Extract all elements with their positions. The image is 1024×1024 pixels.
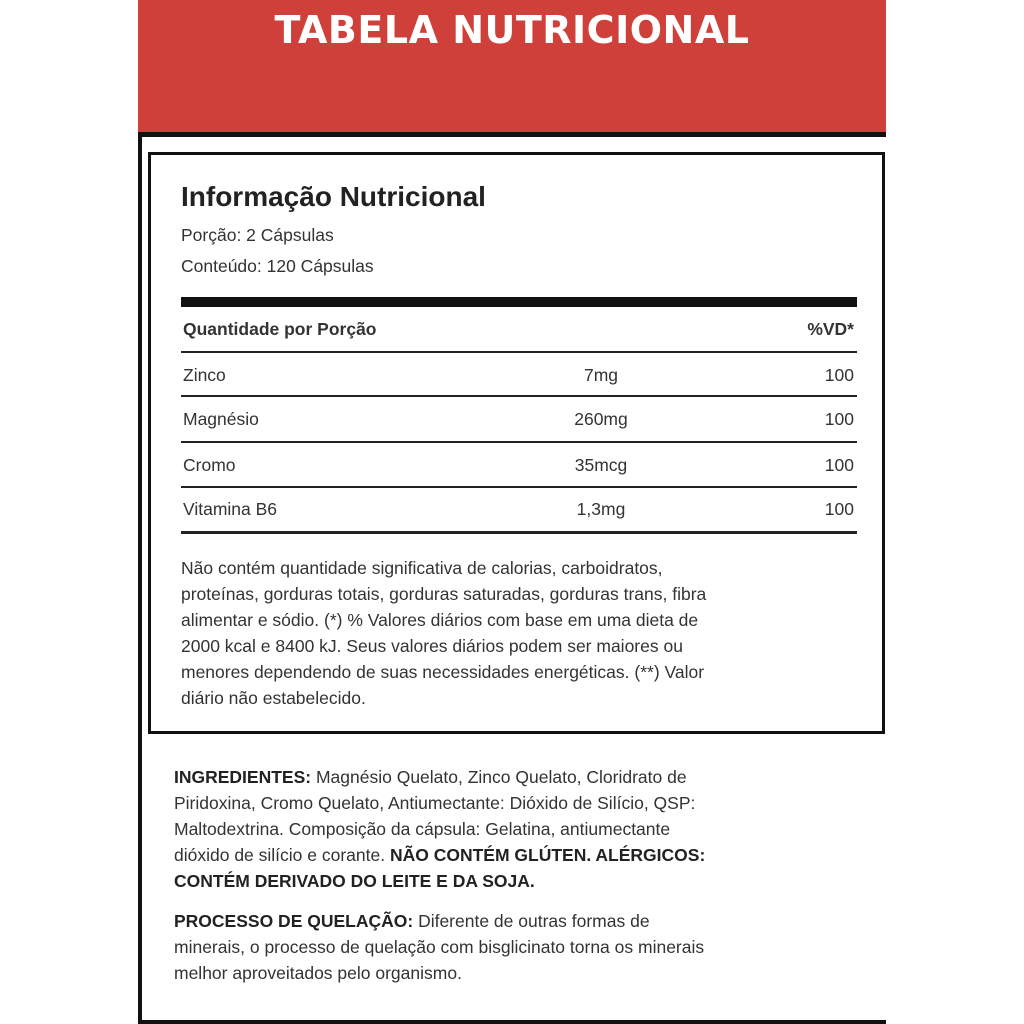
ingredients-line: Maltodextrina. Composição da cápsula: Gelatina, antiumectante: [174, 819, 671, 839]
left-border: [138, 137, 142, 1024]
nutrition-footnote: [181, 555, 861, 711]
nutrient-vd: 100: [824, 365, 854, 385]
nutrient-amount: 7mg: [583, 365, 619, 385]
portion-text: Porção: 2 Cápsulas: [181, 225, 334, 245]
nutrient-name: Zinco: [183, 365, 226, 385]
header-banner: [138, 0, 886, 137]
ingredients-section: [174, 764, 854, 894]
nutrient-name: Magnésio: [183, 409, 259, 429]
nutrient-name: Cromo: [183, 455, 236, 475]
divider: [181, 531, 857, 534]
nutrient-vd: 100: [824, 499, 854, 519]
nutrient-amount: 1,3mg: [576, 499, 626, 519]
ingredients-text: Magnésio Quelato, Zinco Quelato, Cloridrato de: [311, 767, 687, 787]
footnote-line: 2000 kcal e 8400 kJ. Seus valores diários podem ser maiores ou: [181, 636, 683, 656]
ingredients-line: [174, 764, 854, 790]
table-header-label: Quantidade por Porção: [183, 319, 377, 339]
chelation-label: PROCESSO DE QUELAÇÃO:: [174, 911, 414, 931]
content-text: Conteúdo: 120 Cápsulas: [181, 256, 374, 276]
divider: [181, 441, 857, 443]
divider: [181, 395, 857, 397]
nutrition-facts-box: [148, 152, 885, 734]
bottom-border: [138, 1020, 886, 1024]
ingredients-label: INGREDIENTES:: [174, 767, 312, 787]
chelation-line: [174, 908, 854, 934]
table-header-vd: %VD*: [807, 319, 854, 339]
divider: [181, 351, 857, 353]
chelation-text: Diferente de outras formas de: [413, 911, 650, 931]
footnote-line: Não contém quantidade significativa de calorias, carboidratos,: [181, 558, 663, 578]
chelation-section: [174, 908, 854, 986]
divider: [181, 486, 857, 488]
nutrient-amount: 260mg: [574, 409, 628, 429]
ingredients-line: [174, 868, 854, 894]
header-title: TABELA NUTRICIONAL: [274, 8, 750, 52]
thick-divider: [181, 297, 857, 307]
nutrient-amount: 35mcg: [574, 455, 628, 475]
ingredients-line: Piridoxina, Cromo Quelato, Antiumectante: Dióxido de Silício, QSP:: [174, 793, 696, 813]
footnote-line: diário não estabelecido.: [181, 688, 366, 708]
nutrient-vd: 100: [824, 409, 854, 429]
chelation-line: melhor aproveitados pelo organismo.: [174, 963, 462, 983]
nutrient-vd: 100: [824, 455, 854, 475]
nutrition-title: Informação Nutricional: [181, 181, 486, 212]
footnote-line: proteínas, gorduras totais, gorduras saturadas, gorduras trans, fibra: [181, 584, 707, 604]
label-panel: [138, 0, 886, 1024]
nutrient-name: Vitamina B6: [183, 499, 278, 519]
allergen-warning: NÃO CONTÉM GLÚTEN. ALÉRGICOS:: [389, 845, 706, 865]
footnote-line: menores dependendo de suas necessidades energéticas. (**) Valor: [181, 662, 705, 682]
ingredients-line: [174, 842, 854, 868]
ingredients-text: dióxido de silício e corante.: [174, 845, 390, 865]
allergen-warning: CONTÉM DERIVADO DO LEITE E DA SOJA.: [174, 871, 535, 891]
chelation-line: minerais, o processo de quelação com bisglicinato torna os minerais: [174, 937, 705, 957]
footnote-line: alimentar e sódio. (*) % Valores diários com base em uma dieta de: [181, 610, 699, 630]
